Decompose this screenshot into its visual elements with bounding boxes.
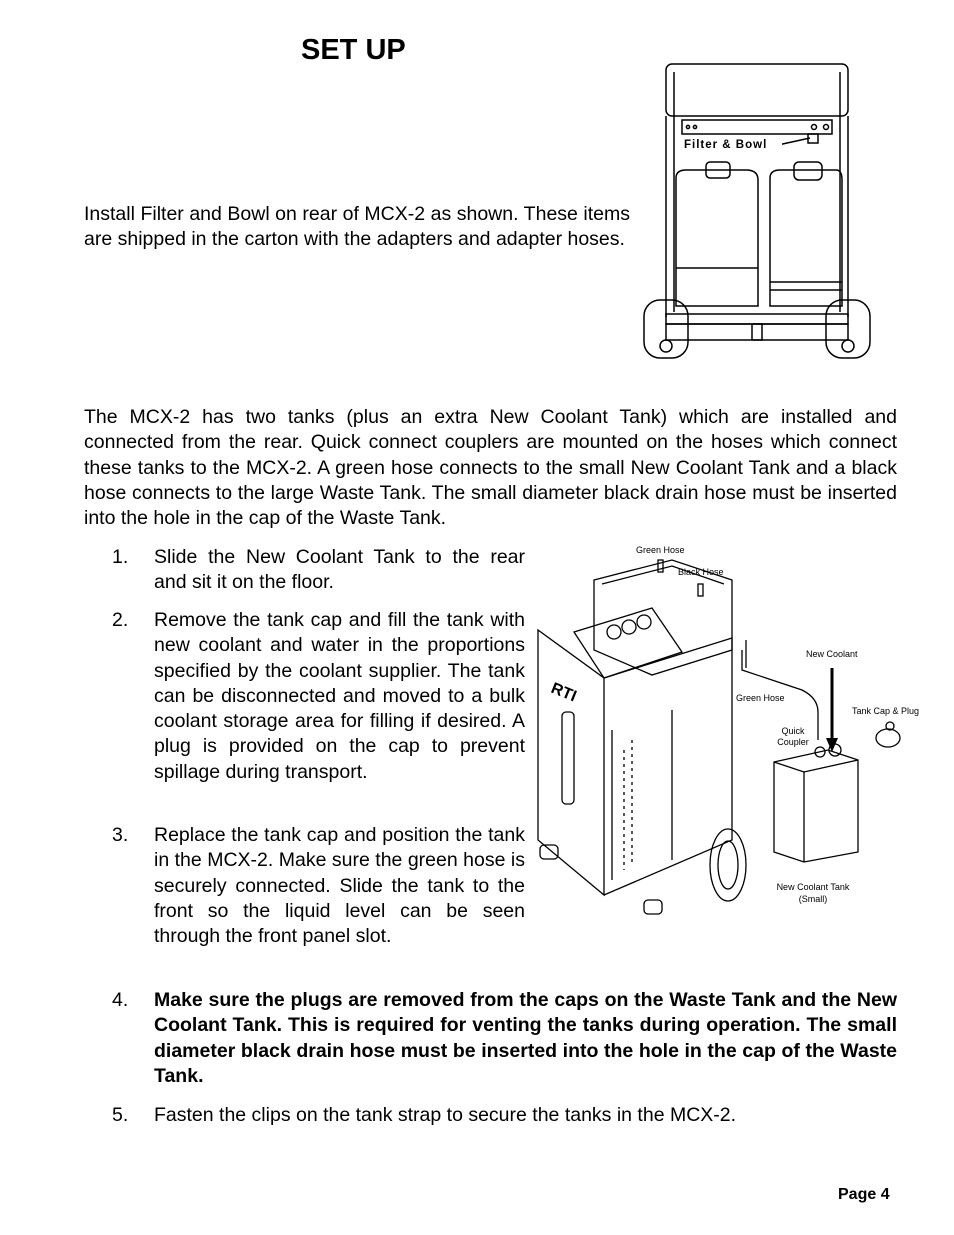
brand-logo: RTI [548,679,579,706]
step-2-text: Remove the tank cap and fill the tank with new coolant and water in the proportions specified by the coolant supplier. The tank can be disconnected and moved to a bulk coolant storage area for filling if desired. A plug is provided on the cap to prevent spillage during transport. [154,609,525,783]
quick-label: Quick [781,726,805,736]
step-2-number: 2. [112,609,129,631]
step-5-number: 5. [112,1104,129,1126]
step-3-text: Replace the tank cap and position the tank in the MCX-2. Make sure the green hose is securely connected. Slide the tank to the front so the liquid level can be seen through the front panel slot. [154,824,525,948]
step-1-text: Slide the New Coolant Tank to the rear and sit it on the floor. [154,546,525,594]
new-coolant-label: New Coolant [806,649,858,659]
coupler-label: Coupler [777,737,809,747]
step-3-number: 3. [112,824,129,846]
filter-bowl-label: Filter & Bowl [684,139,768,151]
step-4-text: Make sure the plugs are removed from the caps on the Waste Tank and the New Coolant Tank. This is required for venting the tanks during operation. The small diameter black drain hose must be inserted into the hole in the cap of the Waste Tank. [154,989,897,1087]
green-hose-top-label: Green Hose [636,545,685,555]
black-hose-label: Black Hose [678,567,724,577]
rear-view-figure [640,62,876,364]
page-number: Page 4 [838,1186,890,1203]
intro-paragraph: Install Filter and Bowl on rear of MCX-2 as shown. These items are shipped in the carton with the adapters and adapter hoses. [84,203,630,251]
step-5-text: Fasten the clips on the tank strap to secure the tanks in the MCX-2. [154,1104,737,1126]
step-1-number: 1. [112,546,129,568]
tank-label-line2: (Small) [798,894,828,904]
page-title: SET UP [301,34,406,66]
side-view-figure [532,540,932,925]
tank-label-line1: New Coolant Tank [776,882,850,892]
step-4-number: 4. [112,989,129,1011]
tank-cap-plug-label: Tank Cap & Plug [852,706,920,716]
green-hose-label: Green Hose [736,693,785,703]
description-paragraph: The MCX-2 has two tanks (plus an extra New Coolant Tank) which are installed and connected from the rear. Quick connect couplers are mounted on the hoses which connect these tanks to the MCX-2. A green hose connects to the small New Coolant Tank and a black hose connects to the large Waste Tank. The small diameter black drain hose must be inserted into the hole in the cap of the Waste Tank. [84,406,897,530]
